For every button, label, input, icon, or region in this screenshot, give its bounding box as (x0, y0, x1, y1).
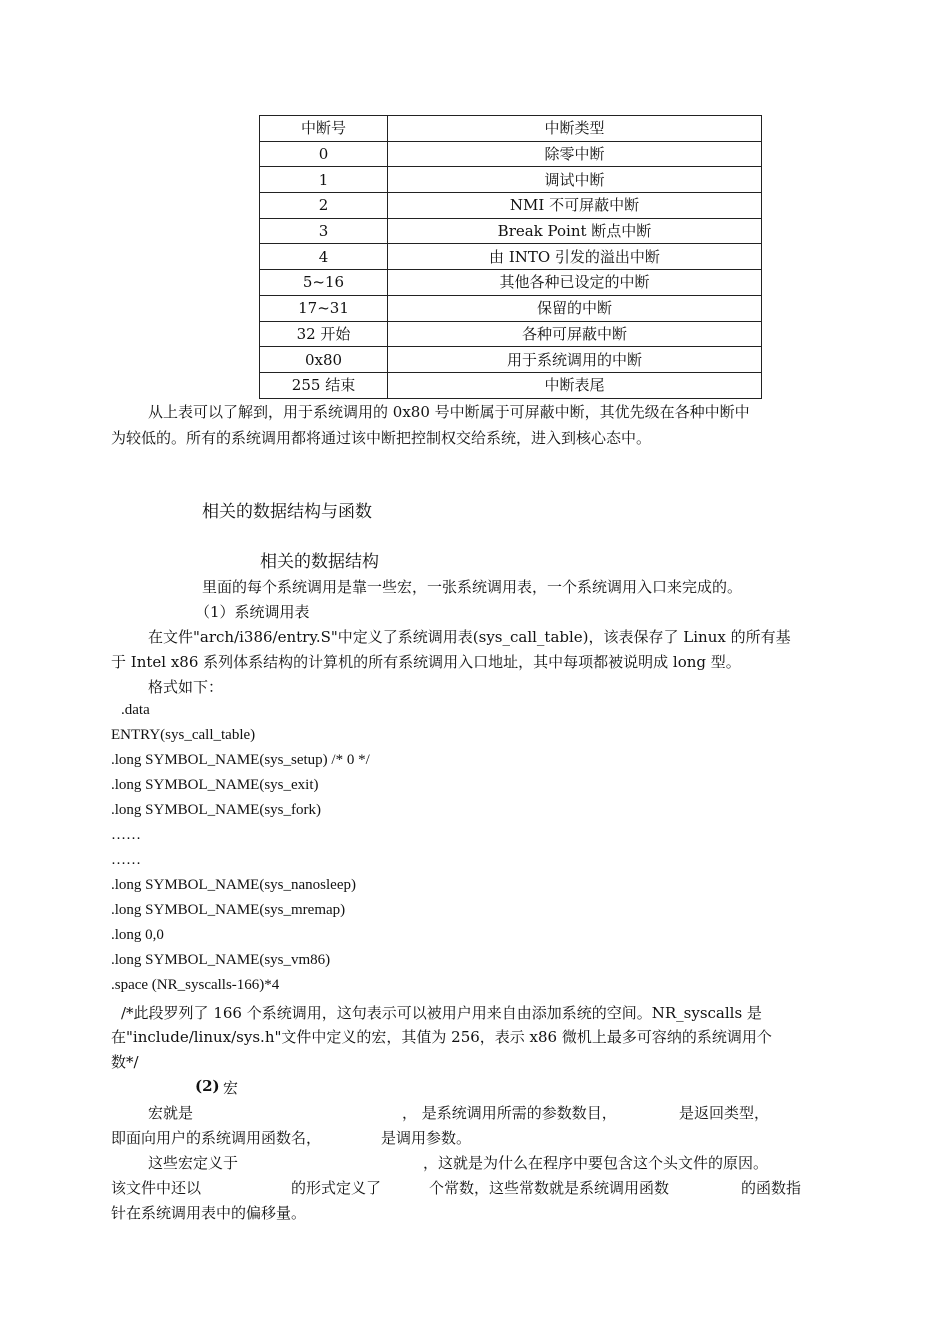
cell-type: NMI 不可屏蔽中断 (388, 193, 762, 219)
table-row (260, 321, 762, 347)
table-row (260, 193, 762, 219)
comment-line: 在"include/linux/sys.h"文件中定义的宏，其值为 256，表示 x86 微机上最多可容纳的系统调用个 (111, 1028, 772, 1046)
table-row (260, 141, 762, 167)
paragraph-fragment: ，这就是为什么在程序中要包含这个头文件的原因。 (423, 1154, 769, 1172)
table-row (260, 347, 762, 373)
table-row (260, 270, 762, 296)
paragraph-line: 在文件"arch/i386/entry.S"中定义了系统调用表(sys_call_table)，该表保存了 Linux 的所有基 (148, 628, 791, 646)
sub-heading-number: (2) (195, 1077, 220, 1095)
code-line: ENTRY(sys_call_table) (111, 727, 256, 743)
cell-type: 保留的中断 (388, 295, 762, 321)
subsection-heading: 相关的数据结构 (260, 552, 379, 572)
cell-type: 除零中断 (388, 141, 762, 167)
header-cell-number: 中断号 (260, 116, 388, 142)
table-row (260, 295, 762, 321)
cell-number: 5~16 (260, 270, 388, 296)
code-line: .long SYMBOL_NAME(sys_mremap) (111, 902, 346, 918)
cell-number: 0x80 (260, 347, 388, 373)
table-row (260, 218, 762, 244)
paragraph-fragment: 这些宏定义于 (148, 1154, 239, 1172)
cell-type: 中断表尾 (388, 372, 762, 398)
cell-number: 1 (260, 167, 388, 193)
cell-number: 17~31 (260, 295, 388, 321)
code-line: .long SYMBOL_NAME(sys_exit) (111, 777, 319, 793)
paragraph-fragment: 的函数指 (741, 1179, 802, 1197)
cell-number: 4 (260, 244, 388, 270)
section-heading: 相关的数据结构与函数 (202, 502, 372, 522)
cell-type: 其他各种已设定的中断 (388, 270, 762, 296)
cell-number: 255 结束 (260, 372, 388, 398)
interrupt-table (259, 115, 762, 399)
table-row (260, 167, 762, 193)
code-line: .space (NR_syscalls-166)*4 (111, 977, 280, 993)
cell-type: 各种可屏蔽中断 (388, 321, 762, 347)
paragraph-line: 从上表可以了解到，用于系统调用的 0x80 号中断属于可屏蔽中断，其优先级在各种中断中 (148, 403, 750, 421)
paragraph-fragment: 宏就是 (148, 1104, 194, 1122)
table-row (260, 244, 762, 270)
cell-type: 调试中断 (388, 167, 762, 193)
code-line: …… (111, 852, 141, 868)
paragraph-fragment: ， 是系统调用所需的参数数目， (402, 1104, 617, 1122)
sub-heading-macro: 宏 (223, 1079, 239, 1097)
table-row (260, 372, 762, 398)
comment-line: /*此段罗列了 166 个系统调用，这句表示可以被用户用来自由添加系统的空间。NR_syscalls 是 (121, 1004, 762, 1022)
table-header-row (260, 116, 762, 142)
paragraph-fragment: 是调用参数。 (381, 1129, 472, 1147)
header-cell-type: 中断类型 (388, 116, 762, 142)
comment-line: 数*/ (111, 1053, 139, 1071)
paragraph-line: 为较低的。所有的系统调用都将通过该中断把控制权交给系统，进入到核心态中。 (111, 429, 652, 447)
cell-type: 用于系统调用的中断 (388, 347, 762, 373)
format-label: 格式如下： (148, 678, 224, 696)
intro-text: 里面的每个系统调用是靠一些宏，一张系统调用表，一个系统调用入口来完成的。 (202, 578, 743, 596)
paragraph-fragment: 个常数，这些常数就是系统调用函数 (429, 1179, 670, 1197)
code-line: .long SYMBOL_NAME(sys_fork) (111, 802, 321, 818)
code-line: …… (111, 827, 141, 843)
paragraph-fragment: 针在系统调用表中的偏移量。 (111, 1204, 307, 1222)
paragraph-fragment: 即面向用户的系统调用函数名， (111, 1129, 322, 1147)
code-line: .long SYMBOL_NAME(sys_setup) /* 0 */ (111, 752, 370, 768)
code-line: .long 0,0 (111, 927, 164, 943)
paragraph-fragment: 该文件中还以 (111, 1179, 202, 1197)
cell-number: 0 (260, 141, 388, 167)
cell-type: 由 INTO 引发的溢出中断 (388, 244, 762, 270)
code-line: .long SYMBOL_NAME(sys_nanosleep) (111, 877, 356, 893)
paragraph-line: 于 Intel x86 系列体系结构的计算机的所有系统调用入口地址，其中每项都被说明成 long 型。 (111, 653, 741, 671)
cell-number: 3 (260, 218, 388, 244)
code-line: .long SYMBOL_NAME(sys_vm86) (111, 952, 331, 968)
sub-heading-syscall-table: （1）系统调用表 (195, 603, 310, 621)
cell-type: Break Point 断点中断 (388, 218, 762, 244)
cell-number: 32 开始 (260, 321, 388, 347)
paragraph-fragment: 是返回类型， (679, 1104, 770, 1122)
cell-number: 2 (260, 193, 388, 219)
paragraph-fragment: 的形式定义了 (291, 1179, 382, 1197)
code-line: .data (121, 702, 150, 718)
